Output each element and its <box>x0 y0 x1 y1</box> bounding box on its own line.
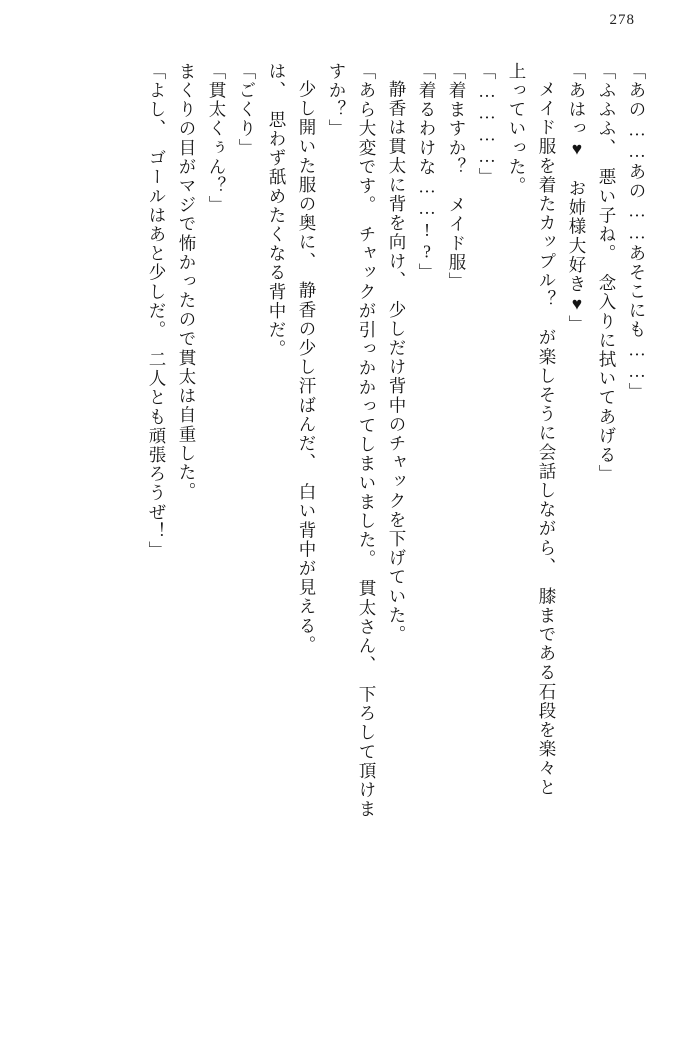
text-line: 少し開いた服の奥に、 静香の少し汗ばんだ、 白い背中が見える。 <box>297 80 317 655</box>
vertical-text-body <box>44 62 645 1014</box>
text-line: 「ふふふ、 悪い子ね。 念入りに拭いてあげる」 <box>597 62 617 484</box>
page-number: 278 <box>609 12 635 28</box>
text-line: 「着るわけな……!?」 <box>417 62 437 283</box>
text-line: 静香は貫太に背を向け、 少しだけ背中のチャックを下げていた。 <box>387 80 407 645</box>
text-line: 「ごくり」 <box>237 62 257 158</box>
text-line: すか？」 <box>327 62 347 139</box>
text-line: は、 思わず舐めたくなる背中だ。 <box>267 62 287 359</box>
text-line: メイド服を着たカップル？ が楽しそうに会話しながら、 膝まである石段を楽々と <box>537 80 557 798</box>
text-line: 「あら大変です。 チャックが引っかかってしまいました。 貫太さん、 下ろして頂けま <box>357 62 377 819</box>
text-line: 上っていった。 <box>507 62 527 196</box>
text-line: 「よし、 ゴールはあと少しだ。 二人とも頑張ろうぜ！」 <box>147 62 167 561</box>
text-line: 「…………」 <box>477 62 497 187</box>
text-line: 「着ますか？ メイド服」 <box>447 62 467 292</box>
text-line: 「貫太くぅん？」 <box>207 62 227 215</box>
text-line: 「あの……あの……あそこにも……」 <box>627 62 647 402</box>
text-line: まくりの目がマジで怖かったので貫太は自重した。 <box>177 62 197 502</box>
text-line: 「あはっ♥ お姉様大好き♥」 <box>567 62 587 335</box>
